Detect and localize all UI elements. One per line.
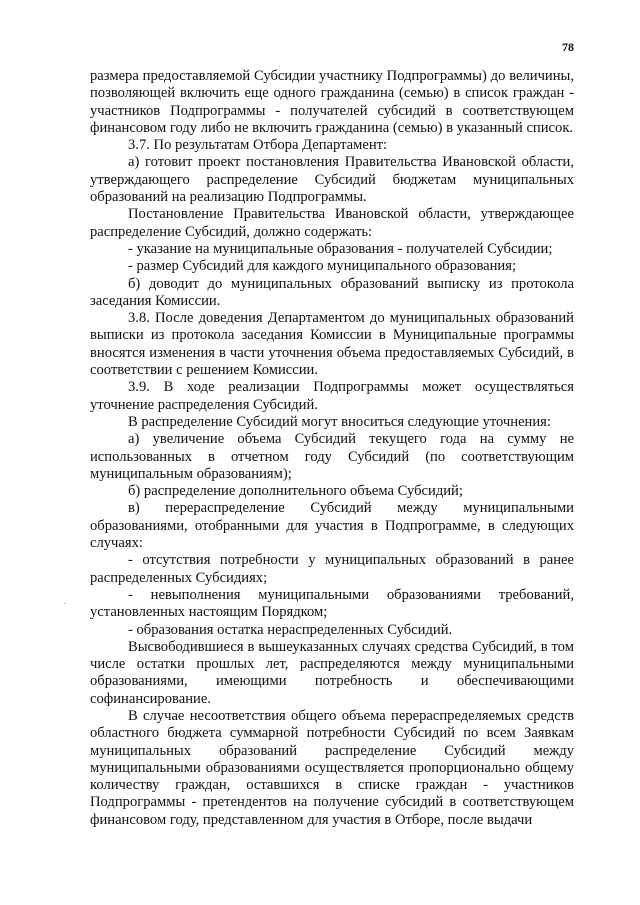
paragraph: В распределение Субсидий могут вноситься следующие уточнения: [128,413,551,430]
paragraph: 3.8. После доведения Департаментом до муниципальных образований выписки из протокола заседания Комиссии в Муниципальные программы вносятся изменения в части уточнения объема предоставляемых Субсидий, в соответствии с решением Комиссии. [90,310,574,379]
scan-speck [64,603,65,604]
paragraph: размера предоставляемой Субсидии участнику Подпрограммы) до величины, позволяющей включить еще одного гражданина (семью) в список граждан - участников Подпрограммы - получателей субсидий в соответствующем финансовом году либо не включить гражданина (семью) в указанный список. [90,68,574,136]
paragraph: в) перераспределение Субсидий между муниципальными образованиями, отобранными для участия в Подпрограмме, в следующих случаях: [90,500,574,552]
paragraph: Высвободившиеся в вышеуказанных случаях средства Субсидий, в том числе остатки прошлых лет, распределяются между муниципальными образованиями, имеющими потребность и обеспечивающими софинансирование. [90,638,574,707]
paragraph: - невыполнения муниципальными образованиями требований, установленных настоящим Порядком; [90,586,574,621]
paragraph: 3.9. В ходе реализации Подпрограммы может осуществляться уточнение распределения Субсидий. [90,379,574,413]
paragraph: б) распределение дополнительного объема Субсидий; [128,483,463,500]
paragraph: 3.7. По результатам Отбора Департамент: [128,137,388,154]
paragraph: В случае несоответствия общего объема перераспределяемых средств областного бюджета суммарной потребности Субсидий по всем Заявкам муниципальных образований распределение Субсидий между муниципальными образованиями осуществляется пропорционально общему количеству граждан, оставшихся в списке граждан - участников Подпрограммы - претендентов на получение субсидий в соответствующем финансовом году, представленном для участия в Отборе, после выдачи [90,707,574,828]
page-number: 78 [562,40,574,54]
paragraph: - указание на муниципальные образования - получателей Субсидии; [128,240,553,257]
paragraph: а) готовит проект постановления Правительства Ивановской области, утверждающего распределение Субсидий бюджетам муниципальных образований на реализацию Подпрограммы. [90,154,574,206]
paragraph: а) увеличение объема Субсидий текущего года на сумму не использованных в отчетном году Субсидий (по соответствующим муниципальным образованиям); [90,431,574,482]
paragraph: Постановление Правительства Ивановской области, утверждающее распределение Субсидий, должно содержать: [90,206,574,240]
document-body [90,68,574,829]
paragraph: - отсутствия потребности у муниципальных образований в ранее распределенных Субсидиях; [90,552,574,586]
paragraph: - образования остатка нераспределенных Субсидий. [128,621,453,638]
paragraph: б) доводит до муниципальных образований выписку из протокола заседания Комиссии. [90,275,574,309]
paragraph: - размер Субсидий для каждого муниципального образования; [128,258,517,275]
